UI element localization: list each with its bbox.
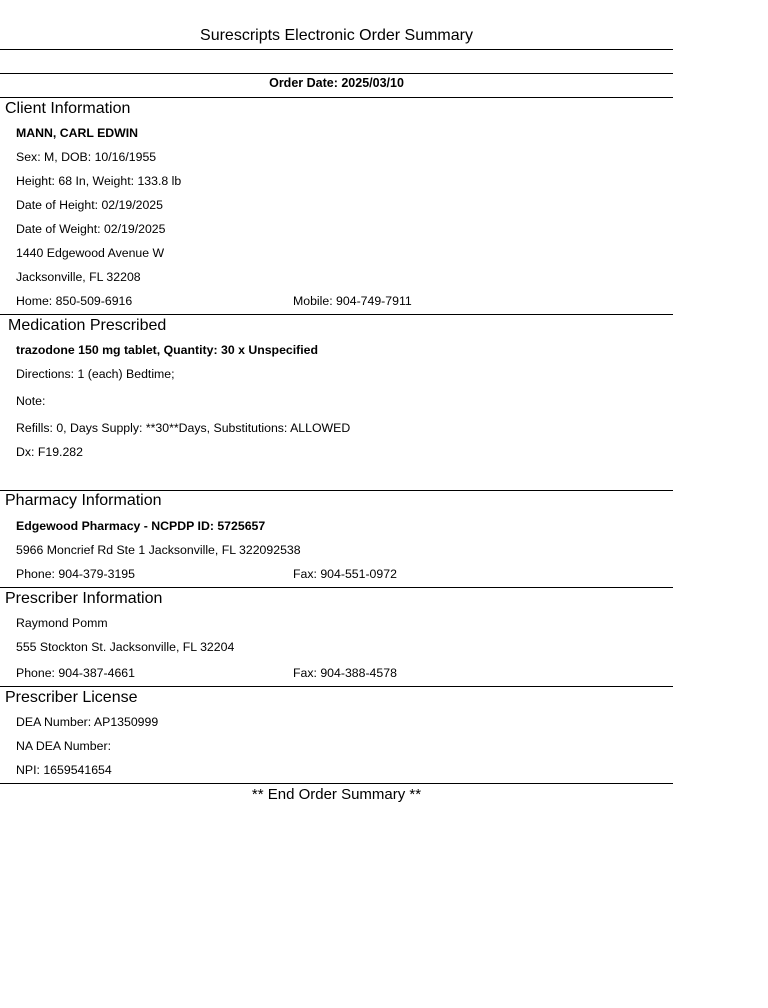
- pharmacy-fax: Fax: 904-551-0972: [293, 567, 397, 581]
- prescriber-phone: Phone: 904-387-4661: [16, 666, 135, 680]
- pharmacy-address: 5966 Moncrief Rd Ste 1 Jacksonville, FL 322092538: [16, 543, 301, 557]
- npi-number: NPI: 1659541654: [16, 763, 112, 777]
- divider: [0, 783, 673, 784]
- patient-height-weight: Height: 68 In, Weight: 133.8 lb: [16, 174, 182, 188]
- order-date: Order Date: 2025/03/10: [269, 76, 404, 90]
- patient-date-of-height: Date of Height: 02/19/2025: [16, 198, 163, 212]
- divider: [0, 686, 673, 687]
- patient-name: MANN, CARL EDWIN: [16, 126, 139, 140]
- dea-number: DEA Number: AP1350999: [16, 715, 159, 729]
- patient-address-line2: Jacksonville, FL 32208: [16, 270, 141, 284]
- na-dea-number: NA DEA Number:: [16, 739, 111, 753]
- prescriber-fax: Fax: 904-388-4578: [293, 666, 397, 680]
- patient-mobile-phone: Mobile: 904-749-7911: [293, 294, 412, 308]
- patient-address-line1: 1440 Edgewood Avenue W: [16, 246, 165, 260]
- medication-drug: trazodone 150 mg tablet, Quantity: 30 x Unspecified: [16, 343, 319, 357]
- document-title: Surescripts Electronic Order Summary: [200, 27, 473, 44]
- divider: [0, 49, 673, 50]
- end-of-summary: ** End Order Summary **: [251, 786, 422, 803]
- patient-home-phone: Home: 850-509-6916: [16, 294, 133, 308]
- pharmacy-section-heading: Pharmacy Information: [5, 492, 162, 509]
- client-section-heading: Client Information: [5, 100, 131, 117]
- prescriber-address: 555 Stockton St. Jacksonville, FL 32204: [16, 640, 235, 654]
- prescriber-section-heading: Prescriber Information: [5, 590, 163, 607]
- divider: [0, 97, 673, 98]
- divider: [0, 73, 673, 74]
- divider: [0, 490, 673, 491]
- patient-date-of-weight: Date of Weight: 02/19/2025: [16, 222, 166, 236]
- license-section-heading: Prescriber License: [5, 689, 138, 706]
- divider: [0, 587, 673, 588]
- medication-diagnosis: Dx: F19.282: [16, 445, 83, 459]
- pharmacy-phone: Phone: 904-379-3195: [16, 567, 135, 581]
- pharmacy-name: Edgewood Pharmacy - NCPDP ID: 5725657: [16, 519, 266, 533]
- prescriber-name: Raymond Pomm: [16, 616, 108, 630]
- medication-directions: Directions: 1 (each) Bedtime;: [16, 367, 175, 381]
- medication-note: Note:: [16, 394, 46, 408]
- medication-refills: Refills: 0, Days Supply: **30**Days, Substitutions: ALLOWED: [16, 421, 351, 435]
- divider: [0, 314, 673, 315]
- medication-section-heading: Medication Prescribed: [8, 317, 167, 334]
- patient-sex-dob: Sex: M, DOB: 10/16/1955: [16, 150, 157, 164]
